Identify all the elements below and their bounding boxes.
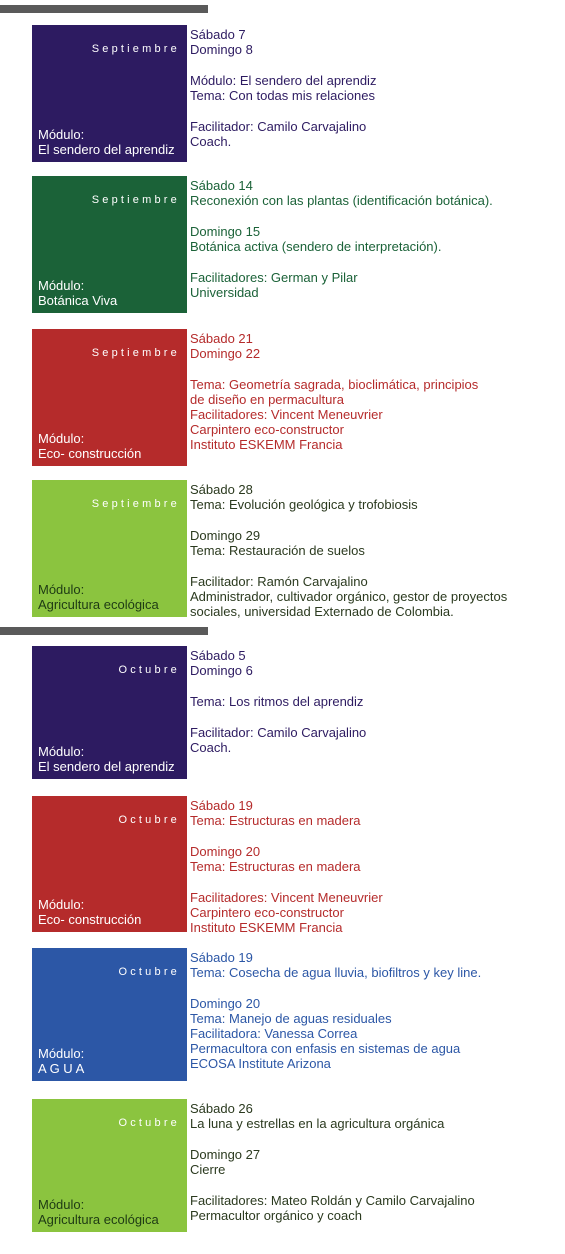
month-label: Septiembre xyxy=(91,194,180,206)
session-details: Sábado 28 Tema: Evolución geológica y trofobiosis Domingo 29 Tema: Restauración de suelos Facilitador: Ramón Carvajalino Administrador, cultivador orgánico, gestor de proyectos sociales, universidad Externado de Colombia. xyxy=(190,482,508,619)
session-details: Sábado 19 Tema: Estructuras en madera Domingo 20 Tema: Estructuras en madera Facilitadores: Vincent Meneuvrier Carpintero eco-constructor Instituto ESKEMM Francia xyxy=(190,798,383,935)
month-label: Octubre xyxy=(118,966,180,978)
session-details: Sábado 14 Reconexión con las plantas (identificación botánica). Domingo 15 Botánica activa (sendero de interpretación). Facilitadores: German y Pilar Universidad xyxy=(190,178,493,300)
module-card xyxy=(32,25,187,162)
divider-top xyxy=(0,5,208,13)
month-label: Octubre xyxy=(118,664,180,676)
session-details: Sábado 26 La luna y estrellas en la agricultura orgánica Domingo 27 Cierre Facilitadores: Mateo Roldán y Camilo Carvajalino Permacultor orgánico y coach xyxy=(190,1101,475,1223)
module-card xyxy=(32,646,187,779)
module-card xyxy=(32,329,187,466)
divider-middle xyxy=(0,627,208,635)
module-card xyxy=(32,1099,187,1232)
module-card xyxy=(32,480,187,617)
module-title: Módulo: El sendero del aprendiz xyxy=(38,744,175,774)
month-label: Octubre xyxy=(118,814,180,826)
session-details: Sábado 19 Tema: Cosecha de agua lluvia, biofiltros y key line. Domingo 20 Tema: Manejo de aguas residuales Facilitadora: Vanessa Correa Permacultora con enfasis en sistemas de agua ECOSA Institute Arizona xyxy=(190,950,482,1071)
module-title: Módulo: Eco- construcción xyxy=(38,431,142,461)
module-title: Módulo: Agricultura ecológica xyxy=(38,582,159,612)
module-title: Módulo: Agricultura ecológica xyxy=(38,1197,159,1227)
session-details: Sábado 7 Domingo 8 Módulo: El sendero del aprendiz Tema: Con todas mis relaciones Facilitador: Camilo Carvajalino Coach. xyxy=(190,27,377,149)
module-title: Módulo: Eco- construcción xyxy=(38,897,142,927)
module-title: Módulo: Botánica Viva xyxy=(38,278,118,308)
month-label: Octubre xyxy=(118,1117,180,1129)
module-card xyxy=(32,176,187,313)
session-details: Sábado 21 Domingo 22 Tema: Geometría sagrada, bioclimática, principios de diseño en permacultura Facilitadores: Vincent Meneuvrier Carpintero eco-constructor Instituto ESKEMM Francia xyxy=(190,331,479,452)
month-label: Septiembre xyxy=(91,347,180,359)
module-card xyxy=(32,796,187,932)
month-label: Septiembre xyxy=(91,498,180,510)
module-title: Módulo: El sendero del aprendiz xyxy=(38,127,175,157)
month-label: Septiembre xyxy=(91,43,180,55)
session-details: Sábado 5 Domingo 6 Tema: Los ritmos del aprendiz Facilitador: Camilo Carvajalino Coach. xyxy=(190,648,367,755)
module-title: Módulo: A G U A xyxy=(38,1046,85,1076)
module-card xyxy=(32,948,187,1081)
